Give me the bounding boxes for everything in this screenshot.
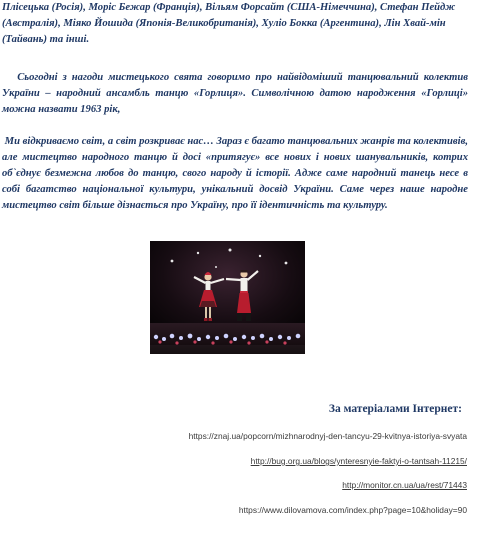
paragraph-gorlytsia	[2, 70, 468, 118]
dancers-photo-icon	[150, 241, 305, 354]
paragraph-choreographers: Плісецька (Росія), Моріс Бежар (Франція), Вільям Форсайт (США-Німеччина), Стефан Пейдж (Австралія), Міяко Йошида (Японія-Великобританія), Хуліо Бокка (Аргентина), Лін Хвай-мін (Тайвань) та інші.	[2, 2, 456, 45]
source-link-bug[interactable]: http://bug.org.ua/blogs/ynteresnyie-faktyi-o-tantsah-11215/	[250, 456, 467, 466]
dancers-photo	[150, 241, 305, 354]
source-link-znaj[interactable]: https://znaj.ua/popcorn/mizhnarodnyj-den-tancyu-29-kvitnya-istoriya-svyata	[188, 431, 467, 441]
source-link-dilovamova[interactable]: https://www.dilovamova.com/index.php?page=10&holiday=90	[238, 505, 467, 515]
sources-title: За матеріалами Інтернет:	[328, 403, 462, 415]
paragraph-folk-dance	[2, 134, 468, 214]
paragraph-gorlytsia-text: Сьогодні з нагоди мистецького свята говоримо про найвідоміший танцювальний колектив України – народний ансамбль танцю «Горлиця». Символічною датою народження «Горлиці» можна назвати 1963 рік,	[2, 72, 468, 115]
paragraph-folk-dance-text: Ми відкриваємо світ, а світ розкриває нас… Зараз є багато танцювальних жанрів та колективів, але мистецтво народного танцю й досі «притягує» все нових і нових шанувальників, котрих об`єднує безмежна любов до танцю, свого народу й історії. Адже саме народний танець несе в собі багатство національної культури, унікальний досвід України. Саме через наше народне мистецтво світ більше дізнається про Україну, про її ідентичність та культуру.	[2, 136, 468, 211]
source-link-monitor[interactable]: http://monitor.cn.ua/ua/rest/71443	[342, 480, 467, 490]
